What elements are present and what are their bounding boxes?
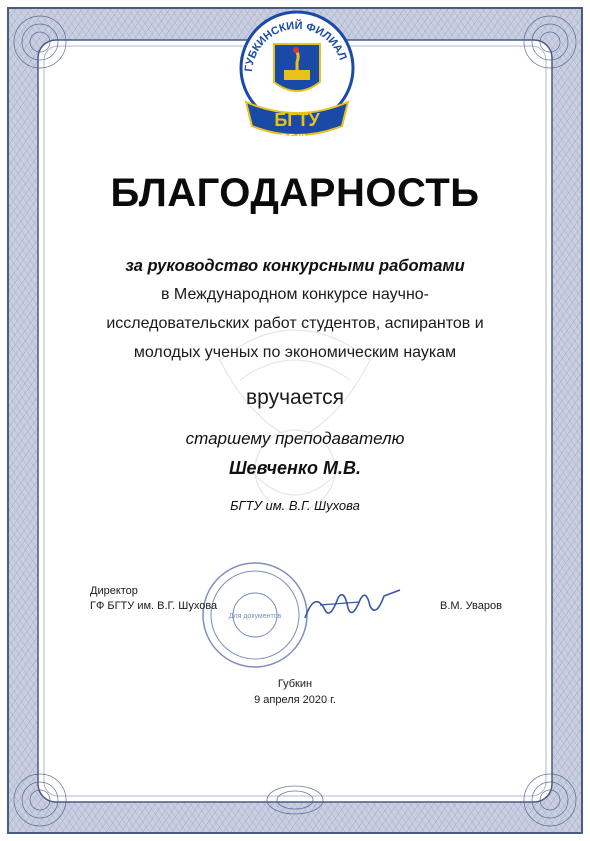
body-line-1: в Международном конкурсе научно-	[160, 286, 429, 303]
university-logo	[238, 4, 356, 154]
official-stamp	[200, 560, 310, 670]
director-organization: ГФ БГТУ им. В.Г. Шухова	[90, 600, 218, 612]
certificate-subtitle: за руководство конкурсными работами	[125, 257, 465, 275]
logo-bottom-text: им. В.Г. Шухова	[265, 133, 329, 142]
recipient-name: Шевченко М.В.	[228, 458, 362, 478]
body-line-2: исследовательских работ студентов, аспирантов и	[106, 315, 484, 332]
recipient-organization: БГТУ им. В.Г. Шухова	[230, 498, 360, 513]
recipient-position: старшему преподавателю	[185, 429, 405, 448]
certificate-title: БЛАГОДАРНОСТЬ	[110, 171, 480, 215]
date: 9 апреля 2020 г.	[254, 694, 336, 706]
logo-arc-text: ГУБКИНСКИЙ ФИЛИАЛ	[242, 19, 349, 73]
city: Губкин	[277, 678, 313, 690]
stamp-center-text: Для документов	[228, 613, 282, 620]
director-title: Директор	[90, 585, 138, 597]
logo-banner-text: БГТУ	[274, 110, 320, 130]
signer-name: В.М. Уваров	[440, 600, 502, 612]
awarded-text: вручается	[246, 386, 344, 409]
handwritten-signature	[300, 580, 410, 625]
body-line-3: молодых ученых по экономическим наукам	[133, 344, 457, 361]
